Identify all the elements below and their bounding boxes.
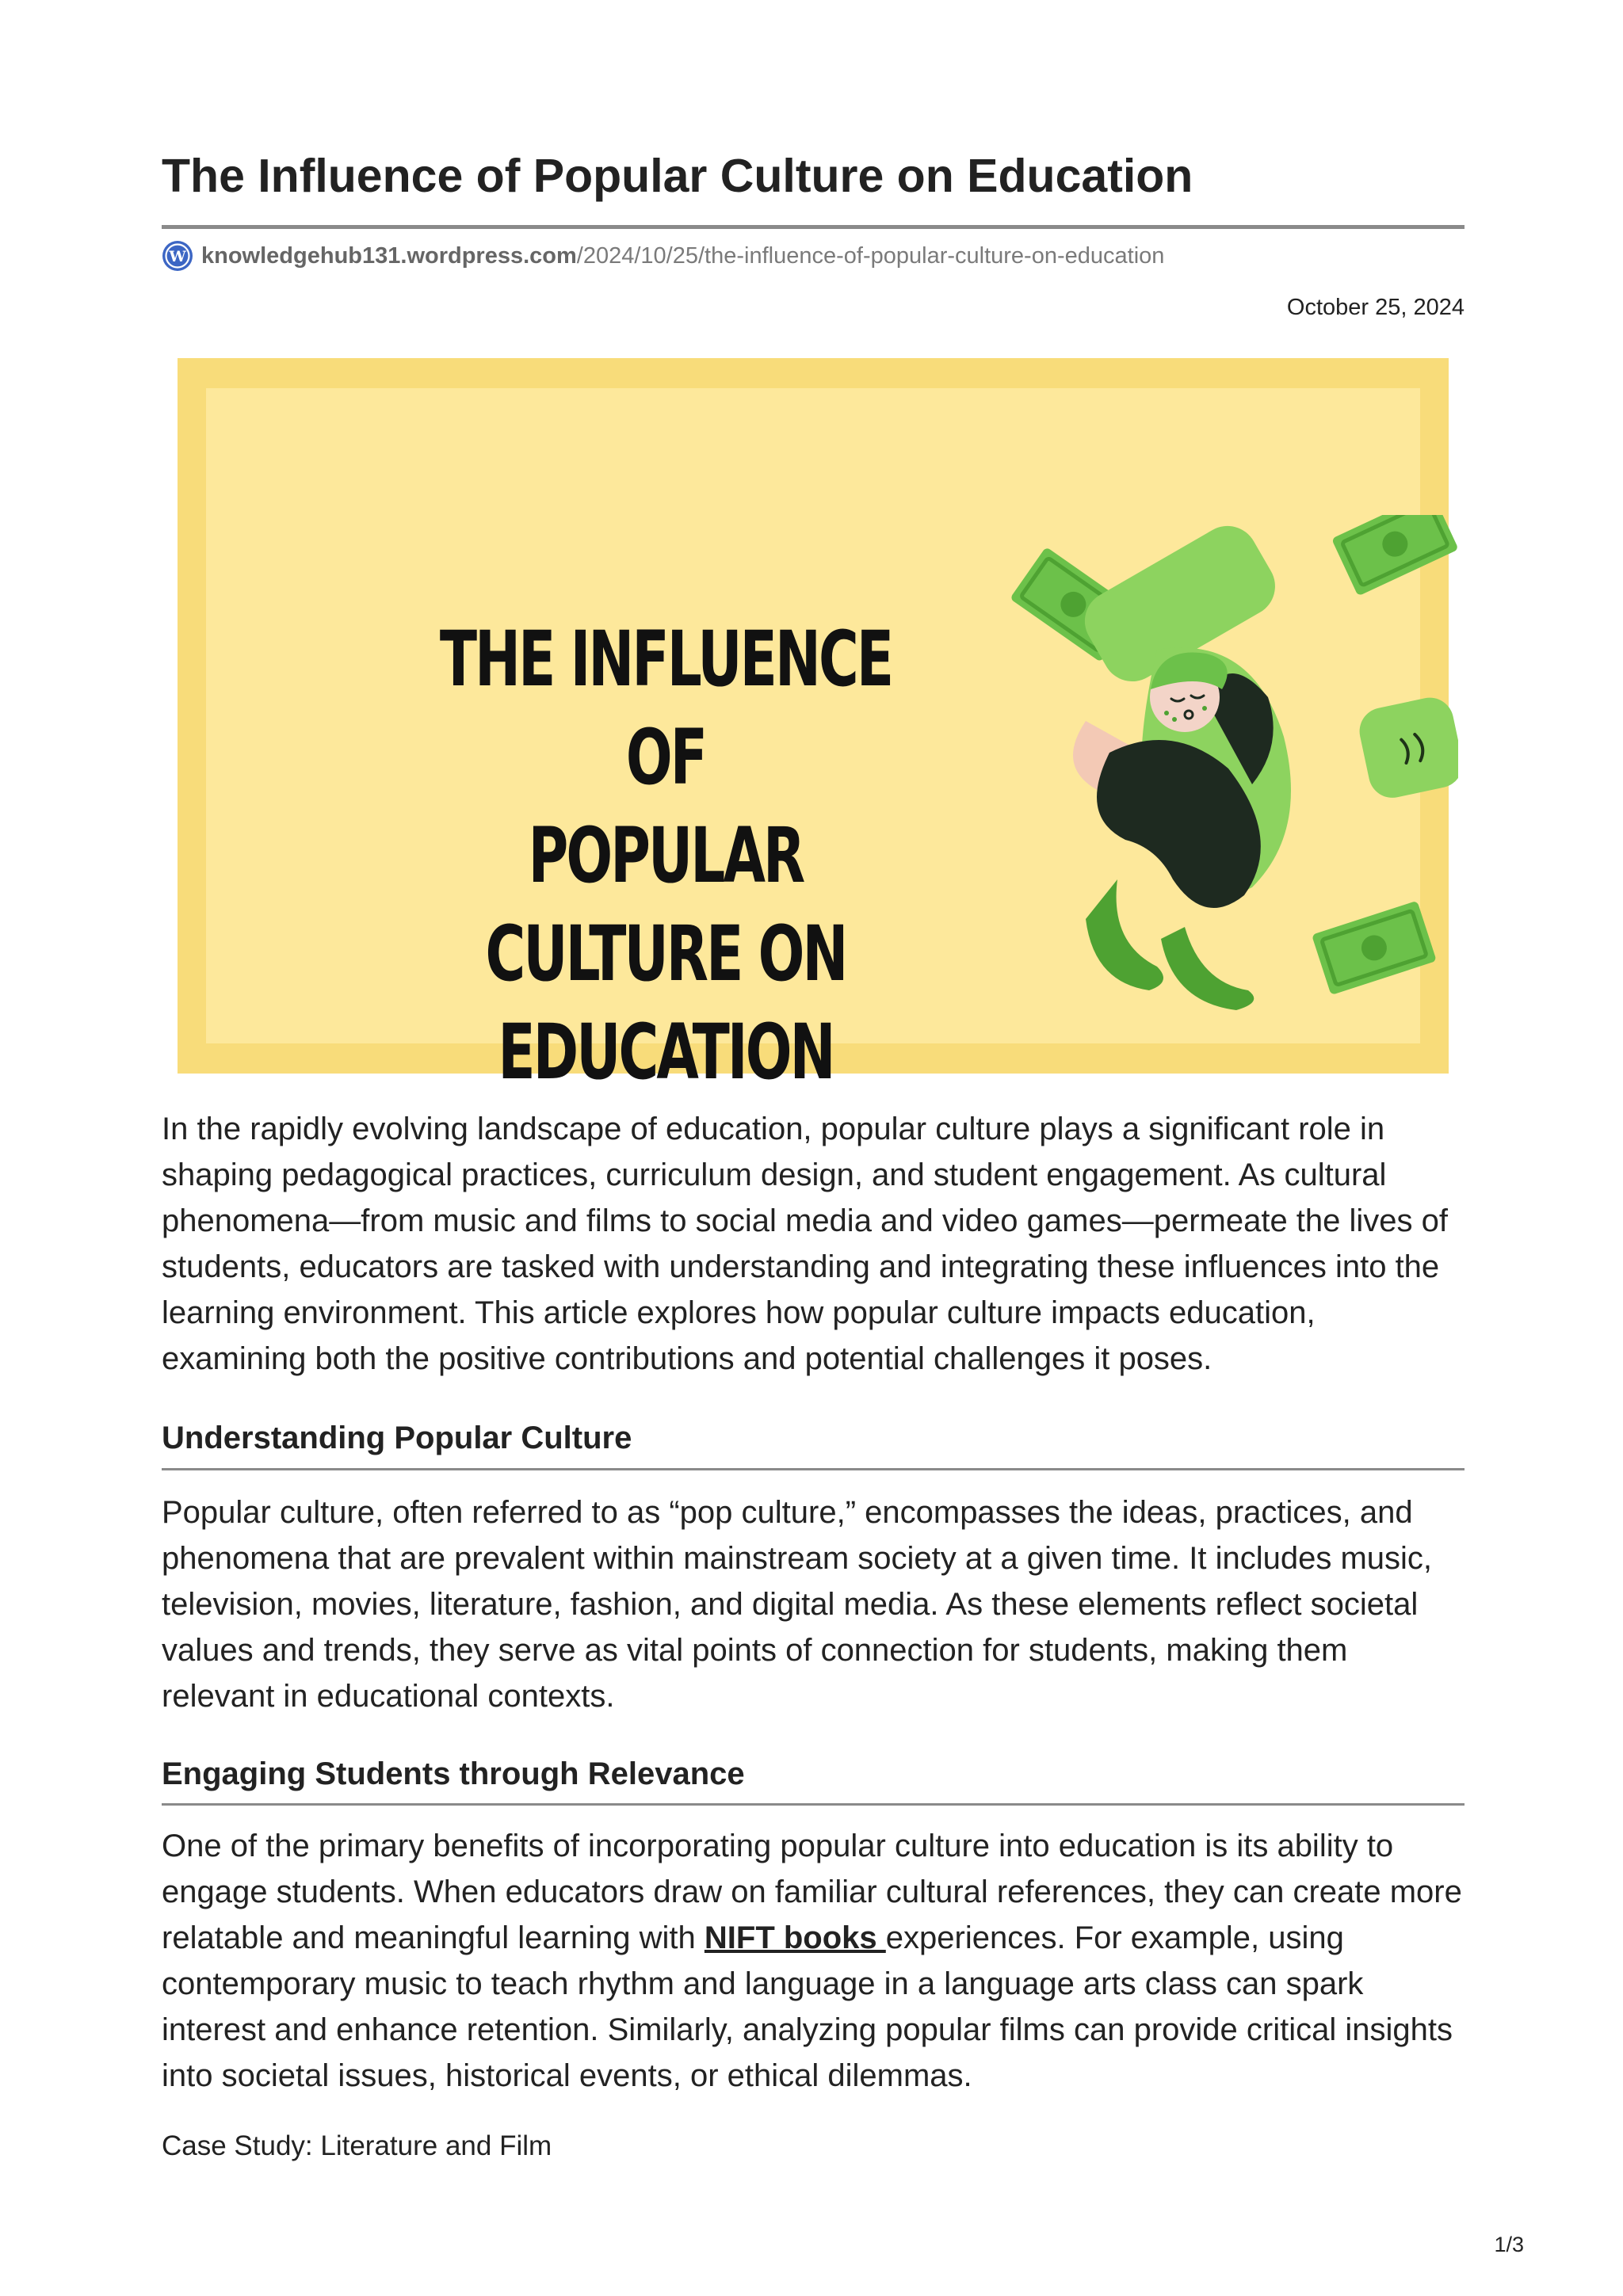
section-paragraph-understanding: Popular culture, often referred to as “pop culture,” encompasses the ideas, practices, and phenomena that are prevalent within mainstream society at a given time. It includes music, television, movies, literature, fashion, and digital media. As these elements reflect societal values and trends, they serve as vital points of connection for students, making them relevant in educational contexts.: [162, 1495, 1433, 1714]
wordpress-icon: [162, 240, 193, 272]
section-divider: [162, 1803, 1465, 1806]
intro-paragraph: In the rapidly evolving landscape of education, popular culture plays a significant role in shaping pedagogical practices, curriculum design, and student engagement. As cultural phenomena—from music and films to social media and video games—permeate the lives of students, educators are tasked with understanding and integrating these influences into the learning environment. This article explores how popular culture impacts education, examining both the positive contributions and potential challenges it poses.: [162, 1112, 1449, 1376]
section-divider: [162, 1468, 1465, 1470]
hero-headline-line: THE INFLUENCE OF: [439, 615, 892, 802]
case-study-label: Case Study: Literature and Film: [162, 2130, 552, 2161]
nift-books-link[interactable]: NIFT books: [704, 1920, 886, 1955]
hero-image: [178, 358, 1449, 1097]
hero-headline-line: POPULAR CULTURE ON: [485, 811, 846, 998]
source-path[interactable]: /2024/10/25/the-influence-of-popular-culture-on-education: [576, 242, 1165, 269]
pillow-icon: [1355, 693, 1458, 802]
hero-inner-panel: [206, 388, 1420, 1097]
section-paragraph-engaging: [162, 1823, 1465, 2099]
title-divider: [162, 225, 1465, 229]
sleeping-person-illustration: [999, 515, 1458, 1022]
money-bill-icon: [1331, 515, 1458, 597]
section-heading-engaging: Engaging Students through Relevance: [162, 1756, 745, 1791]
section-heading-understanding: Understanding Popular Culture: [162, 1421, 632, 1455]
hero-headline-line: EDUCATION: [498, 1008, 834, 1097]
paragraph-text: experiences. For example, using contemporary music to teach rhythm and language in a language arts class can spark interest and enhance retention. Similarly, analyzing popular films can provide critical insights into societal issues, historical events, or ethical dilemmas.: [162, 1920, 1453, 2093]
source-domain[interactable]: knowledgehub131.wordpress.com: [201, 242, 577, 269]
article-title: The Influence of Popular Culture on Education: [162, 150, 1193, 202]
paragraph-text: One of the primary benefits of incorporating popular culture into education is its ability to engage students. When educators draw on familiar cultural references, they can create more relatable and meaningful learning with: [162, 1829, 1462, 1955]
svg-text:W: W: [169, 248, 186, 265]
hero-headline: [437, 610, 894, 1101]
source-line[interactable]: [162, 240, 1164, 272]
publish-date: October 25, 2024: [1286, 295, 1465, 320]
money-bill-icon: [1312, 901, 1437, 995]
page-number: 1/3: [1494, 2233, 1524, 2256]
